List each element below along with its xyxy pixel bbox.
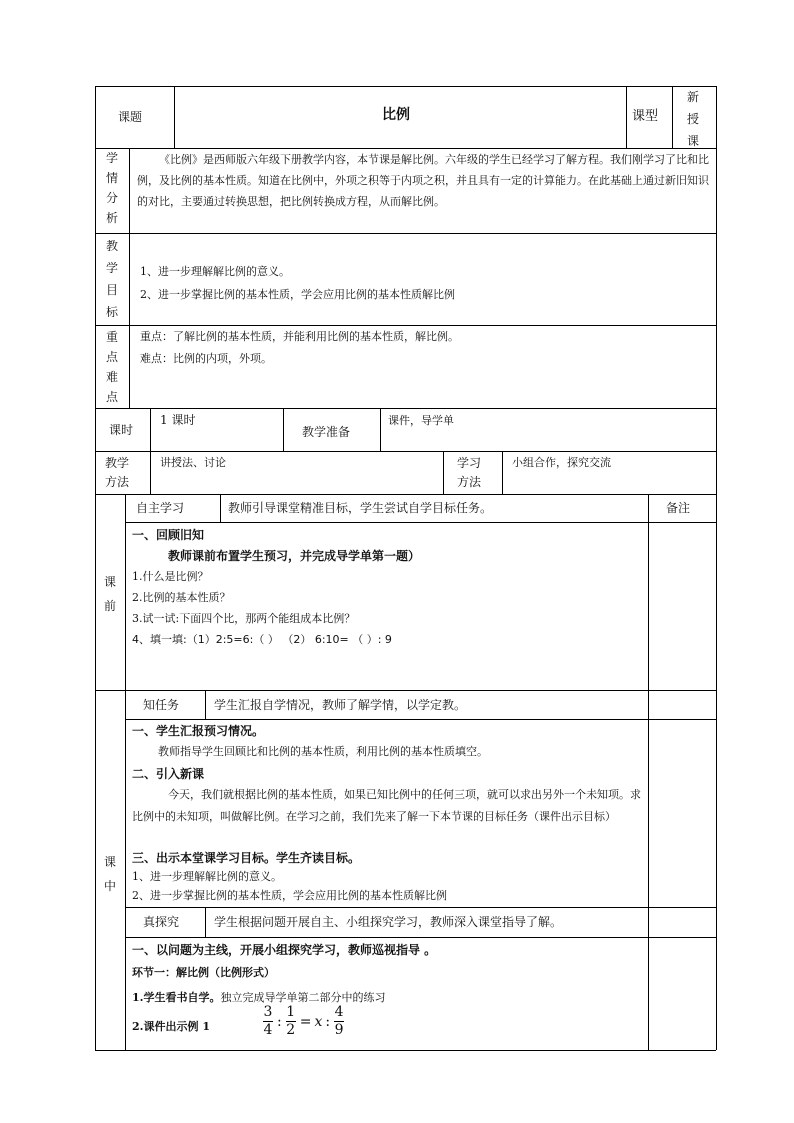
learning-method-label: 学习 方法	[457, 456, 482, 489]
section-title: 三、出示本堂课学习目标。学生齐读目标。	[132, 851, 361, 865]
lesson-type-label: 课型	[632, 109, 659, 124]
review-question: 1.什么是比例？	[132, 570, 209, 583]
col-divider	[380, 408, 381, 451]
table-border-top	[95, 86, 716, 87]
fraction: 1 2	[286, 1004, 296, 1038]
explore-step	[132, 990, 385, 1006]
row-divider	[125, 907, 716, 908]
explore-subtitle: 环节一：解比例（比例形式）	[132, 966, 275, 979]
in-class-label: 课 中	[103, 855, 116, 893]
analysis-text: 《比例》是西师版六年级下册教学内容，本节课是解比例。六年级的学生已经学习了解方程。我们刚学习了比和比例，及比例的基本性质。知道在比例中，外项之积等于内项之积，并且具有一定的计算能力。在此基础上通过新旧知识的对比，主要通过转换思想，把比例转换成方程，从而解比例。	[137, 153, 709, 208]
topic-label: 课题	[118, 110, 143, 124]
goal-item: 1、进一步理解解比例的意义。	[132, 870, 282, 883]
learning-method-value: 小组合作，探究交流	[512, 456, 611, 469]
phase-self-study-desc: 教师引导课堂精准目标，学生尝试自学目标任务。	[228, 501, 493, 515]
difficulty-text: 难点：比例的内项，外项。	[140, 352, 272, 365]
goal-item: 1、进一步理解解比例的意义。	[140, 265, 290, 278]
col-divider	[125, 494, 126, 1050]
col-divider	[129, 148, 130, 408]
row-divider	[95, 494, 716, 495]
row-divider	[95, 233, 716, 234]
phase-explore: 真探究	[143, 915, 180, 929]
teaching-method-value: 讲授法、讨论	[160, 456, 226, 469]
review-question: 4、填一填:（1）2:5=6:（ ） （2） 6:10= （ ）: 9	[132, 633, 392, 646]
fraction: 4 9	[334, 1004, 344, 1038]
col-divider	[502, 451, 503, 494]
analysis-label: 学 情 分 析	[105, 151, 118, 225]
col-divider	[672, 86, 673, 148]
before-class-label: 课 前	[103, 575, 116, 613]
review-title: 一、回顾旧知	[132, 528, 205, 542]
col-divider	[648, 494, 649, 690]
phase-know-task-desc: 学生汇报自学情况，教师了解学情，以学定教。	[214, 698, 467, 712]
col-divider	[220, 494, 221, 522]
key-points-label: 重 点 难 点	[105, 330, 118, 404]
col-divider	[626, 86, 627, 148]
focus-text: 重点：了解比例的基本性质，并能利用比例的基本性质，解比例。	[140, 330, 459, 343]
explore-step-lead: 1.学生看书自学。	[132, 991, 221, 1004]
col-divider	[648, 690, 649, 907]
section-title: 二、引入新课	[132, 767, 205, 781]
phase-self-study: 自主学习	[136, 501, 185, 515]
explore-step: 2.课件出示例 1	[132, 1020, 210, 1033]
row-divider	[95, 325, 716, 326]
review-question: 3.试一试:下面四个比，那两个能组成本比例？	[132, 612, 356, 625]
table-border-right	[716, 86, 717, 1050]
col-divider	[283, 408, 284, 451]
section-text: 今天，我们就根据比例的基本性质，如果已知比例中的任何三项，就可以求出另外一个未知项。求比例中的未知项，叫做解比例。在学习之前，我们先来了解一下本节课的目标任务（课件出示目标）	[132, 788, 641, 823]
explore-title: 一、以问题为主线，开展小组探究学习，教师巡视指导 。	[132, 943, 437, 957]
lesson-type-value: 新 授 课	[686, 90, 699, 148]
fraction: 3 4	[263, 1004, 273, 1038]
prep-value: 课件，导学单	[388, 414, 454, 427]
ratio-formula: 3 4 : 1 2 = x : 4 9	[263, 1004, 344, 1038]
phase-know-task: 知任务	[143, 698, 180, 712]
section-text: 教师指导学生回顾比和比例的基本性质，利用比例的基本性质填空。	[158, 745, 488, 758]
section-title: 一、学生汇报预习情况。	[132, 724, 265, 738]
col-divider	[205, 690, 206, 719]
col-divider	[150, 408, 151, 494]
phase-explore-desc: 学生根据问题开展自主、小组探究学习，教师深入课堂指导了解。	[214, 915, 563, 929]
row-divider	[125, 937, 716, 938]
row-divider	[125, 522, 716, 523]
table-border-left	[95, 86, 96, 1050]
explore-step-text: 独立完成导学单第二部分中的练习	[220, 991, 386, 1004]
topic-value: 比例	[382, 107, 410, 123]
col-divider	[648, 907, 649, 1050]
row-divider	[95, 408, 716, 409]
prep-label: 教学准备	[302, 425, 351, 439]
col-divider	[205, 907, 206, 937]
row-divider	[125, 719, 716, 720]
goal-item: 2、进一步掌握比例的基本性质，学会应用比例的基本性质解比例	[140, 288, 455, 301]
table-border-bottom	[95, 1050, 716, 1051]
teaching-method-label: 教学 方法	[105, 456, 130, 489]
hours-label: 课时	[109, 423, 134, 437]
review-subtitle: 教师课前布置学生预习，并完成导学单第一题）	[168, 549, 421, 563]
review-question: 2.比例的基本性质？	[132, 591, 231, 604]
row-divider	[95, 690, 716, 691]
col-divider	[443, 451, 444, 494]
hours-value: 1 课时	[160, 413, 196, 427]
goals-label: 教 学 目 标	[105, 239, 118, 319]
col-divider	[174, 86, 175, 148]
notes-label: 备注	[666, 501, 691, 515]
row-divider	[95, 451, 716, 452]
goal-item: 2、进一步掌握比例的基本性质，学会应用比例的基本性质解比例	[132, 889, 447, 902]
